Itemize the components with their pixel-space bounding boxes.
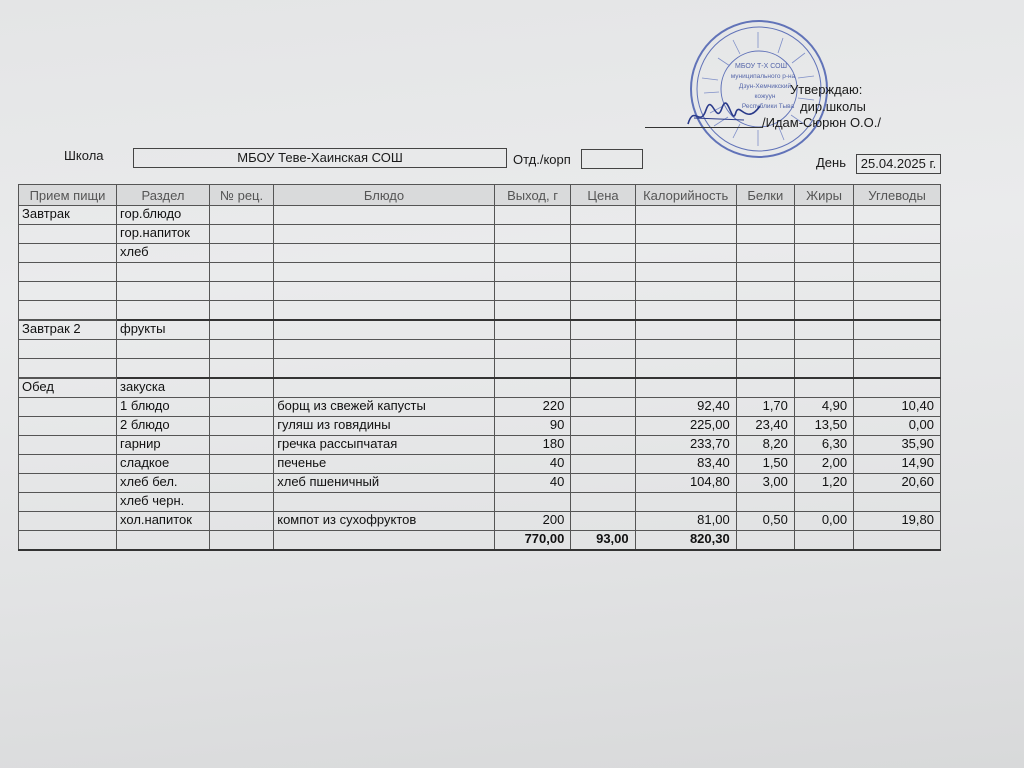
price-total-cell: 93,00: [571, 531, 635, 551]
meal-cell: [19, 340, 117, 359]
svg-text:Дзун-Хемчикский: Дзун-Хемчикский: [738, 83, 792, 90]
section-cell: закуска: [117, 378, 210, 398]
fat-cell: [794, 206, 853, 225]
section-cell: хлеб черн.: [117, 493, 210, 512]
dish-cell: хлеб пшеничный: [274, 474, 495, 493]
protein-cell: [736, 378, 794, 398]
approval-name: /Идам-Сюрюн О.О./: [762, 115, 882, 130]
price-cell: [571, 263, 635, 282]
table-row: [19, 340, 941, 359]
kcal-cell: [635, 282, 736, 301]
totals-row: [19, 531, 941, 551]
yield-cell: [494, 320, 571, 340]
meal-cell: Завтрак: [19, 206, 117, 225]
yield-cell: 200: [494, 512, 571, 531]
kcal-cell: 233,70: [635, 436, 736, 455]
carb-cell: 0,00: [854, 417, 941, 436]
section-cell: фрукты: [117, 320, 210, 340]
protein-cell: [736, 340, 794, 359]
kcal-cell: 83,40: [635, 455, 736, 474]
yield-total-cell: 770,00: [494, 531, 571, 551]
column-header: Калорийность: [635, 185, 736, 206]
table-row: [19, 301, 941, 321]
meal-cell: [19, 225, 117, 244]
table-row: [19, 455, 941, 474]
kcal-cell: [635, 359, 736, 379]
protein-cell: [736, 244, 794, 263]
protein-cell: 23,40: [736, 417, 794, 436]
kcal-cell: [635, 244, 736, 263]
fat-cell: 0,00: [794, 512, 853, 531]
price-cell: [571, 282, 635, 301]
meal-cell: [19, 359, 117, 379]
section-cell: хлеб: [117, 244, 210, 263]
protein-cell: 0,50: [736, 512, 794, 531]
svg-text:кожуун: кожуун: [754, 93, 776, 100]
price-cell: [571, 320, 635, 340]
day-label: День: [816, 155, 846, 170]
dish-cell: [274, 282, 495, 301]
kcal-cell: [635, 263, 736, 282]
carb-cell: [854, 282, 941, 301]
dish-cell: [274, 225, 495, 244]
recipe-cell: [209, 417, 273, 436]
kcal-cell: [635, 320, 736, 340]
carb-total-cell: [854, 531, 941, 551]
dish-cell: [274, 244, 495, 263]
recipe-cell: [209, 320, 273, 340]
fat-cell: [794, 493, 853, 512]
protein-cell: 3,00: [736, 474, 794, 493]
section-cell: гор.напиток: [117, 225, 210, 244]
table-row: [19, 359, 941, 379]
dish-total-cell: [274, 531, 495, 551]
fat-total-cell: [794, 531, 853, 551]
carb-cell: 20,60: [854, 474, 941, 493]
carb-cell: [854, 206, 941, 225]
recipe-cell: [209, 244, 273, 263]
dish-cell: компот из сухофруктов: [274, 512, 495, 531]
table-row: [19, 378, 941, 398]
yield-cell: [494, 263, 571, 282]
recipe-cell: [209, 436, 273, 455]
meal-cell: [19, 301, 117, 321]
column-header: Прием пищи: [19, 185, 117, 206]
dept-field: [581, 149, 643, 169]
recipe-cell: [209, 301, 273, 321]
column-header: Выход, г: [494, 185, 571, 206]
meal-cell: Завтрак 2: [19, 320, 117, 340]
protein-cell: [736, 263, 794, 282]
section-cell: гор.блюдо: [117, 206, 210, 225]
protein-cell: [736, 206, 794, 225]
carb-cell: [854, 340, 941, 359]
table-row: [19, 436, 941, 455]
dish-cell: [274, 263, 495, 282]
section-cell: [117, 359, 210, 379]
column-header: Цена: [571, 185, 635, 206]
recipe-cell: [209, 398, 273, 417]
fat-cell: [794, 244, 853, 263]
protein-cell: [736, 320, 794, 340]
dish-cell: гречка рассыпчатая: [274, 436, 495, 455]
fat-cell: 13,50: [794, 417, 853, 436]
fat-cell: 1,20: [794, 474, 853, 493]
carb-cell: [854, 263, 941, 282]
table-row: [19, 493, 941, 512]
price-cell: [571, 436, 635, 455]
dish-cell: борщ из свежей капусты: [274, 398, 495, 417]
fat-cell: [794, 320, 853, 340]
meal-cell: [19, 512, 117, 531]
yield-cell: 180: [494, 436, 571, 455]
column-header: Жиры: [794, 185, 853, 206]
carb-cell: [854, 493, 941, 512]
table-row: [19, 398, 941, 417]
price-cell: [571, 378, 635, 398]
table-row: [19, 417, 941, 436]
kcal-total-cell: 820,30: [635, 531, 736, 551]
dish-cell: [274, 359, 495, 379]
protein-cell: [736, 359, 794, 379]
carb-cell: 19,80: [854, 512, 941, 531]
carb-cell: 35,90: [854, 436, 941, 455]
fat-cell: [794, 263, 853, 282]
dish-cell: печенье: [274, 455, 495, 474]
fat-cell: 6,30: [794, 436, 853, 455]
column-header: Блюдо: [274, 185, 495, 206]
meal-cell: [19, 417, 117, 436]
table-row: [19, 282, 941, 301]
yield-cell: 220: [494, 398, 571, 417]
school-label: Школа: [64, 148, 104, 163]
section-cell: [117, 301, 210, 321]
table-header-row: [19, 185, 941, 206]
meal-cell: [19, 263, 117, 282]
price-cell: [571, 455, 635, 474]
section-cell: [117, 263, 210, 282]
table-row: [19, 474, 941, 493]
recipe-cell: [209, 474, 273, 493]
meal-cell: [19, 244, 117, 263]
yield-cell: 40: [494, 455, 571, 474]
yield-cell: [494, 206, 571, 225]
fat-cell: [794, 225, 853, 244]
svg-text:муниципального р-на: муниципального р-на: [730, 73, 796, 80]
protein-cell: [736, 301, 794, 321]
column-header: № рец.: [209, 185, 273, 206]
recipe-cell: [209, 263, 273, 282]
dish-cell: [274, 301, 495, 321]
yield-cell: [494, 378, 571, 398]
day-field: 25.04.2025 г.: [856, 154, 941, 174]
yield-cell: 40: [494, 474, 571, 493]
meal-cell: [19, 455, 117, 474]
kcal-cell: 225,00: [635, 417, 736, 436]
section-cell: хлеб бел.: [117, 474, 210, 493]
kcal-cell: [635, 493, 736, 512]
protein-cell: 8,20: [736, 436, 794, 455]
meal-cell: [19, 493, 117, 512]
section-cell: 2 блюдо: [117, 417, 210, 436]
carb-cell: [854, 359, 941, 379]
recipe-cell: [209, 206, 273, 225]
price-cell: [571, 244, 635, 263]
fat-cell: [794, 359, 853, 379]
section-cell: гарнир: [117, 436, 210, 455]
dish-cell: [274, 206, 495, 225]
price-cell: [571, 417, 635, 436]
section-cell: [117, 282, 210, 301]
dish-cell: [274, 493, 495, 512]
menu-table: [18, 184, 941, 551]
signature-line: [645, 127, 763, 128]
table-row: [19, 244, 941, 263]
meal-cell: [19, 436, 117, 455]
meal-cell: [19, 398, 117, 417]
meal-cell: [19, 474, 117, 493]
carb-cell: [854, 244, 941, 263]
yield-cell: [494, 301, 571, 321]
carb-cell: [854, 225, 941, 244]
yield-cell: 90: [494, 417, 571, 436]
table-row: [19, 263, 941, 282]
price-cell: [571, 512, 635, 531]
school-field: МБОУ Теве-Хаинская СОШ: [133, 148, 507, 168]
protein-total-cell: [736, 531, 794, 551]
protein-cell: 1,50: [736, 455, 794, 474]
kcal-cell: 81,00: [635, 512, 736, 531]
table-row: [19, 225, 941, 244]
table-row: [19, 320, 941, 340]
yield-cell: [494, 359, 571, 379]
recipe-cell: [209, 512, 273, 531]
kcal-cell: [635, 225, 736, 244]
carb-cell: [854, 378, 941, 398]
carb-cell: 10,40: [854, 398, 941, 417]
column-header: Раздел: [117, 185, 210, 206]
section-cell: 1 блюдо: [117, 398, 210, 417]
fat-cell: 2,00: [794, 455, 853, 474]
meal-total-cell: [19, 531, 117, 551]
price-cell: [571, 301, 635, 321]
meal-cell: [19, 282, 117, 301]
column-header: Белки: [736, 185, 794, 206]
recipe-cell: [209, 493, 273, 512]
meal-cell: Обед: [19, 378, 117, 398]
kcal-cell: [635, 206, 736, 225]
table-row: [19, 512, 941, 531]
svg-text:Республики Тыва: Республики Тыва: [741, 103, 795, 110]
yield-cell: [494, 340, 571, 359]
yield-cell: [494, 225, 571, 244]
recipe-cell: [209, 359, 273, 379]
recipe-cell: [209, 340, 273, 359]
fat-cell: 4,90: [794, 398, 853, 417]
recipe-total-cell: [209, 531, 273, 551]
approval-title: Утверждаю:: [790, 82, 863, 97]
yield-cell: [494, 493, 571, 512]
kcal-cell: 104,80: [635, 474, 736, 493]
protein-cell: [736, 493, 794, 512]
section-cell: хол.напиток: [117, 512, 210, 531]
dish-cell: [274, 320, 495, 340]
column-header: Углеводы: [854, 185, 941, 206]
dish-cell: гуляш из говядины: [274, 417, 495, 436]
dept-label: Отд./корп: [513, 152, 571, 167]
carb-cell: [854, 301, 941, 321]
protein-cell: [736, 282, 794, 301]
carb-cell: 14,90: [854, 455, 941, 474]
yield-cell: [494, 244, 571, 263]
fat-cell: [794, 282, 853, 301]
fat-cell: [794, 340, 853, 359]
section-cell: сладкое: [117, 455, 210, 474]
kcal-cell: [635, 378, 736, 398]
stamp-title: МБОУ Т-Х СОШ: [734, 63, 788, 70]
dish-cell: [274, 378, 495, 398]
yield-cell: [494, 282, 571, 301]
kcal-cell: 92,40: [635, 398, 736, 417]
recipe-cell: [209, 378, 273, 398]
protein-cell: 1,70: [736, 398, 794, 417]
price-cell: [571, 493, 635, 512]
carb-cell: [854, 320, 941, 340]
kcal-cell: [635, 340, 736, 359]
price-cell: [571, 340, 635, 359]
table-body: [19, 206, 941, 551]
protein-cell: [736, 225, 794, 244]
price-cell: [571, 359, 635, 379]
section-cell: [117, 340, 210, 359]
kcal-cell: [635, 301, 736, 321]
dish-cell: [274, 340, 495, 359]
fat-cell: [794, 301, 853, 321]
approval-position: дир.школы: [800, 99, 866, 114]
price-cell: [571, 225, 635, 244]
recipe-cell: [209, 282, 273, 301]
price-cell: [571, 474, 635, 493]
fat-cell: [794, 378, 853, 398]
price-cell: [571, 206, 635, 225]
section-total-cell: [117, 531, 210, 551]
table-row: [19, 206, 941, 225]
price-cell: [571, 398, 635, 417]
recipe-cell: [209, 455, 273, 474]
recipe-cell: [209, 225, 273, 244]
